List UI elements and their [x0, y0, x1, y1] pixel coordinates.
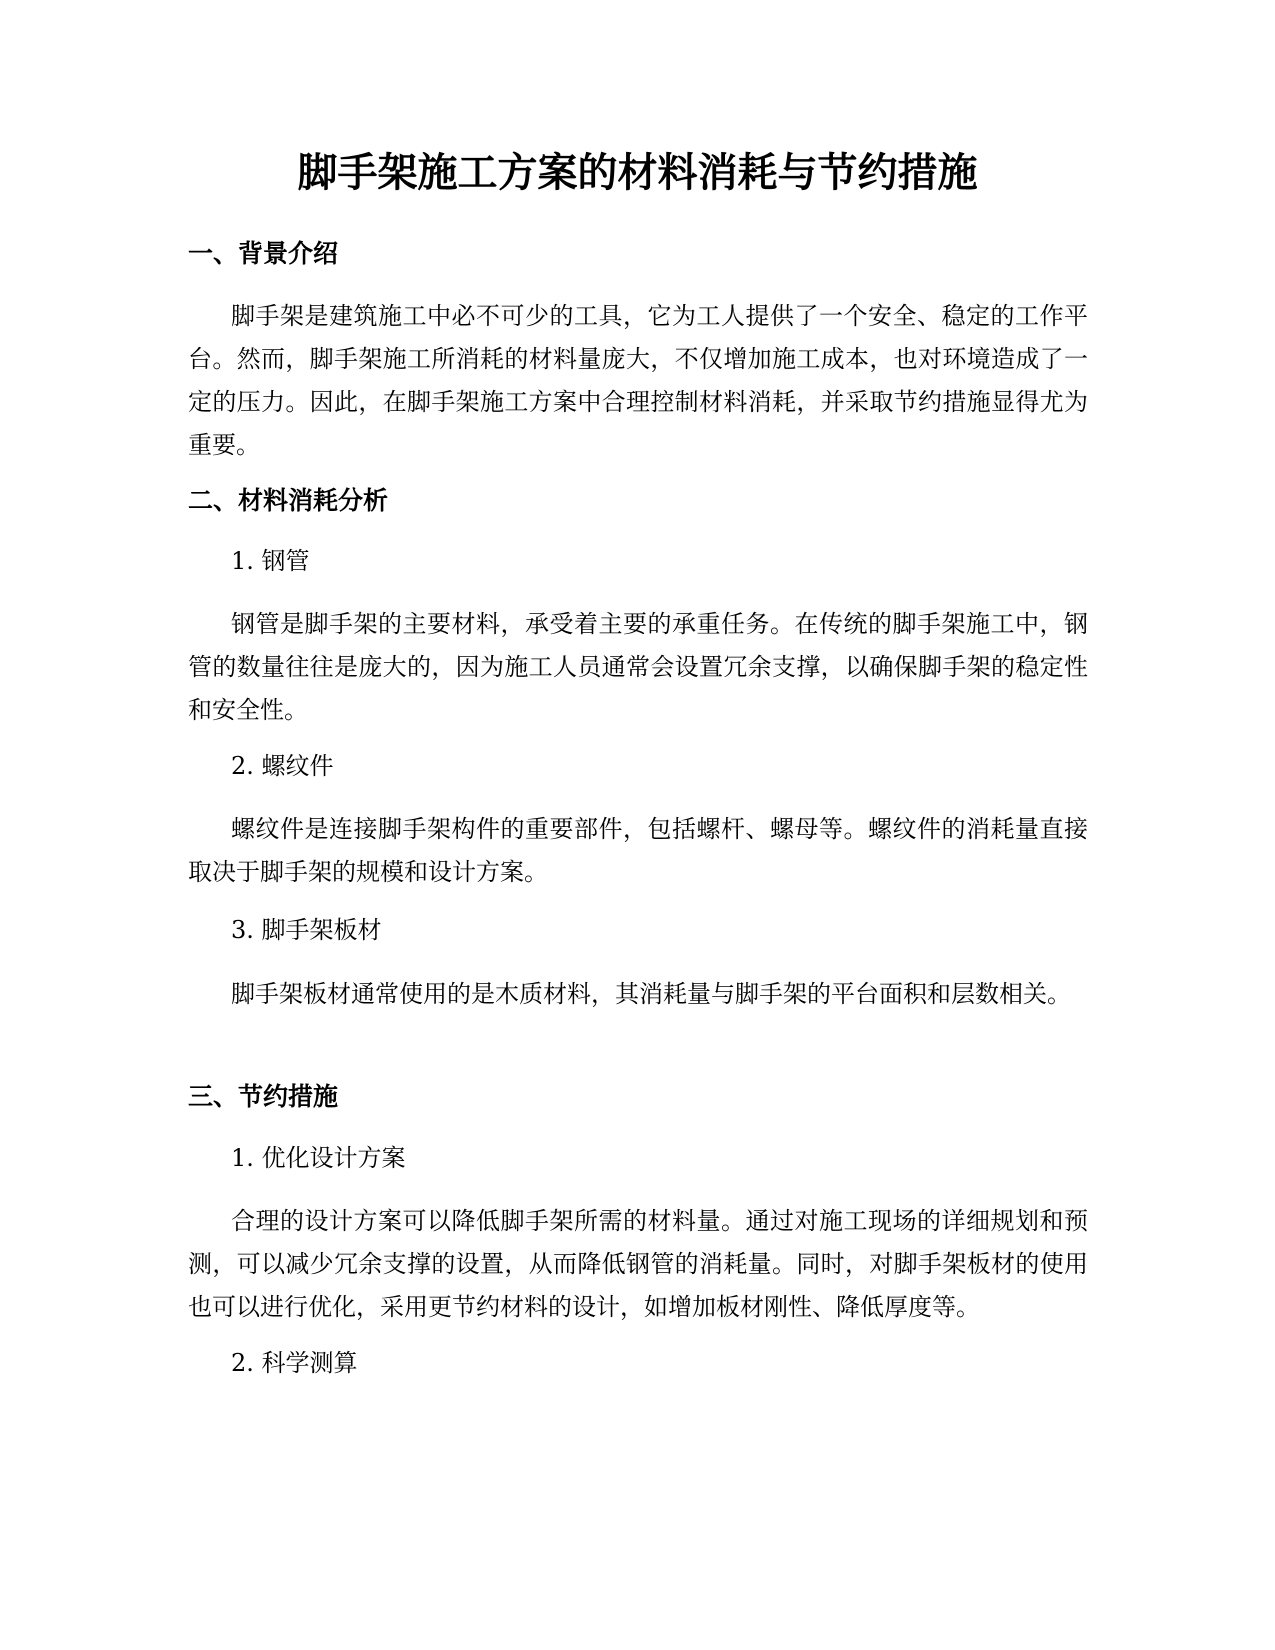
- background-paragraph: 脚手架是建筑施工中必不可少的工具，它为工人提供了一个安全、稳定的工作平台。然而，脚手架施工所消耗的材料量庞大，不仅增加施工成本，也对环境造成了一定的压力。因此，在脚手架施工方案中合理控制材料消耗，并采取节约措施显得尤为重要。: [188, 302, 1088, 459]
- steel-pipe-paragraph: 钢管是脚手架的主要材料，承受着主要的承重任务。在传统的脚手架施工中，钢管的数量往往是庞大的，因为施工人员通常会设置冗余支撑，以确保脚手架的稳定性和安全性。: [188, 610, 1088, 724]
- document-title: 脚手架施工方案的材料消耗与节约措施: [297, 150, 978, 196]
- section-heading-background: 一、背景介绍: [188, 239, 339, 268]
- item-label-steel-pipe: 1. 钢管: [231, 547, 310, 575]
- item-label-threaded-parts: 2. 螺纹件: [231, 752, 334, 780]
- item-label-scientific-calculation: 2. 科学测算: [231, 1349, 358, 1377]
- item-label-scaffold-boards: 3. 脚手架板材: [231, 916, 382, 944]
- scaffold-boards-paragraph: 脚手架板材通常使用的是木质材料，其消耗量与脚手架的平台面积和层数相关。: [231, 980, 1071, 1008]
- section-heading-material-analysis: 二、材料消耗分析: [188, 486, 389, 515]
- threaded-parts-paragraph: 螺纹件是连接脚手架构件的重要部件，包括螺杆、螺母等。螺纹件的消耗量直接取决于脚手架的规模和设计方案。: [188, 815, 1088, 886]
- item-label-optimize-design: 1. 优化设计方案: [231, 1144, 406, 1172]
- optimize-design-paragraph: 合理的设计方案可以降低脚手架所需的材料量。通过对施工现场的详细规划和预测，可以减少冗余支撑的设置，从而降低钢管的消耗量。同时，对脚手架板材的使用也可以进行优化，采用更节约材料的设计，如增加板材刚性、降低厚度等。: [188, 1207, 1088, 1321]
- section-heading-saving-measures: 三、节约措施: [188, 1082, 339, 1111]
